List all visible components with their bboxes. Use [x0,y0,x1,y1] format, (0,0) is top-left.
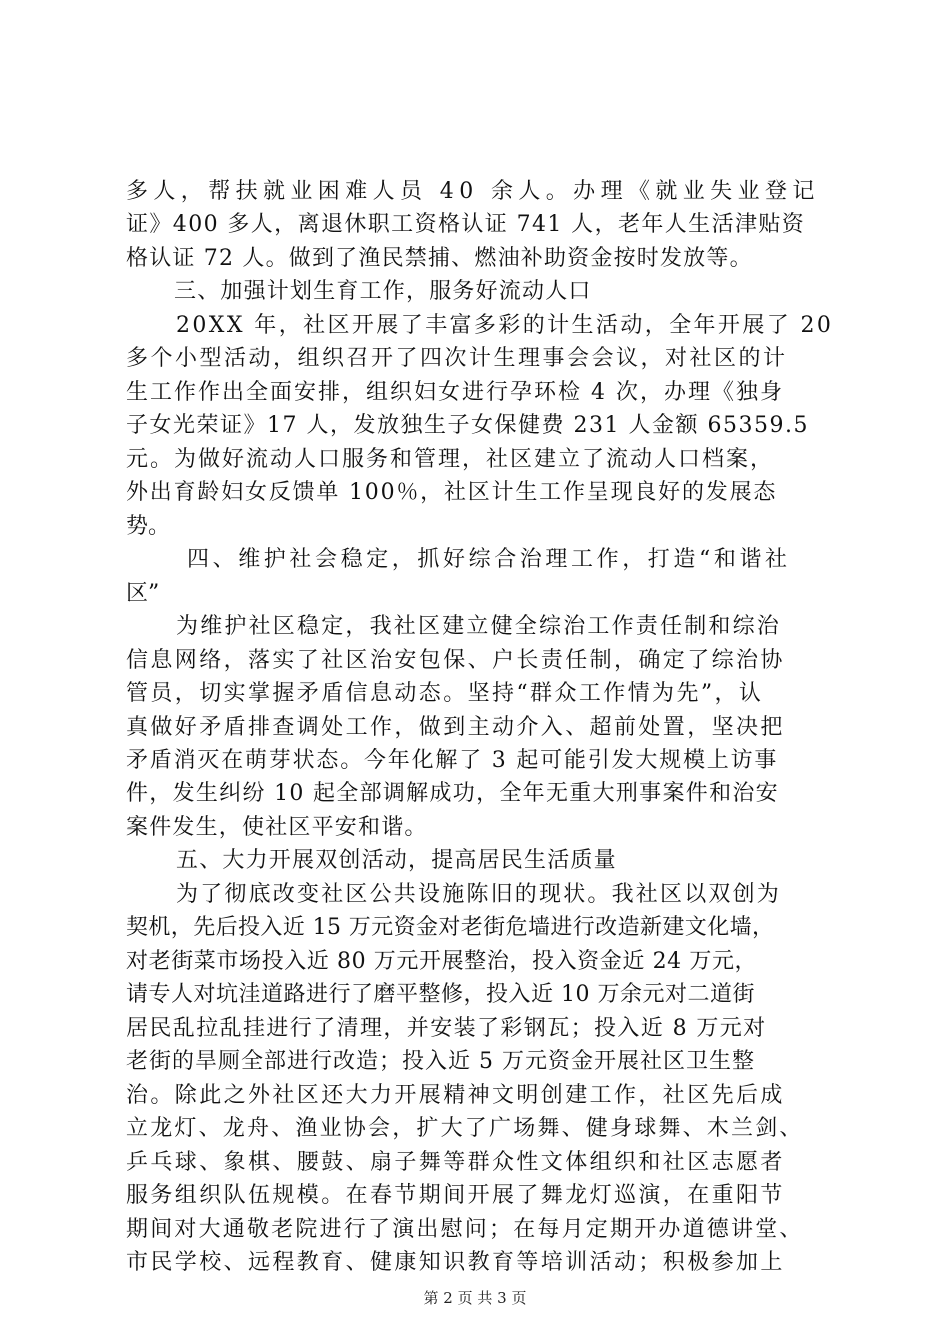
text-line: 信息网络，落实了社区治安包保、户长责任制，确定了综治协 [126,648,785,673]
text-line: 市民学校、远程教育、健康知识教育等培训活动；积极参加上 [126,1250,785,1275]
text-line: 多人，帮扶就业困难人员 40 余人。办理《就业失业登记 [126,179,820,204]
text-line: 多个小型活动，组织召开了四次计生理事会会议，对社区的计 [126,346,788,371]
text-line: 矛盾消灭在萌芽状态。今年化解了 3 起可能引发大规模上访事 [126,748,779,773]
section-heading: 区” [126,581,160,606]
text-line: 外出育龄妇女反馈单 100％，社区计生工作呈现良好的发展态 [126,480,778,505]
text-line: 真做好矛盾排查调处工作，做到主动介入、超前处置，坚决把 [126,715,785,740]
text-line: 为了彻底改变社区公共设施陈旧的现状。我社区以双创为 [176,882,782,907]
text-line: 管员，切实掌握矛盾信息动态。坚持“群众工作情为先”，认 [126,681,764,706]
text-line: 案件发生，使社区平安和谐。 [126,815,428,840]
text-line: 子女光荣证》17 人，发放独生子女保健费 231 人金额 65359.5 [126,413,809,438]
text-line: 20XX 年，社区开展了丰富多彩的计生活动，全年开展了 20 [176,313,834,338]
page-number-footer: 第 2 页 共 3 页 [423,1289,527,1307]
text-line: 期间对大通敬老院进行了演出慰问；在每月定期开办道德讲堂、 [126,1217,804,1242]
text-line: 格认证 72 人。做到了渔民禁捕、燃油补助资金按时发放等。 [126,246,753,271]
section-heading: 三、加强计划生育工作，服务好流动人口 [174,279,592,304]
text-line: 请专人对坑洼道路进行了磨平整修，投入近 10 万余元对二道街 [126,982,755,1007]
text-line: 对老街菜市场投入近 80 万元开展整治，投入资金近 24 万元， [126,949,758,974]
text-line: 居民乱拉乱挂进行了清理，并安装了彩钢瓦；投入近 8 万元对 [126,1016,767,1041]
text-line: 老街的旱厕全部进行改造；投入近 5 万元资金开展社区卫生整 [126,1049,755,1074]
section-heading: 四、维护社会稳定，抓好综合治理工作，打造“和谐社 [187,547,791,572]
section-heading: 五、大力开展双创活动，提高居民生活质量 [176,848,617,873]
text-line: 证》400 多人，离退休职工资格认证 741 人，老年人生活津贴资 [126,212,806,237]
text-line: 生工作作出全面安排，组织妇女进行孕环检 4 次，办理《独身 [126,380,784,405]
text-line: 件，发生纠纷 10 起全部调解成功，全年无重大刑事案件和治安 [126,781,779,806]
text-line: 为维护社区稳定，我社区建立健全综治工作责任制和综治 [176,614,782,639]
text-line: 势。 [126,514,171,539]
text-line: 治。除此之外社区还大力开展精神文明创建工作，社区先后成 [126,1083,785,1108]
text-line: 服务组织队伍规模。在春节期间开展了舞龙灯巡演，在重阳节 [126,1183,785,1208]
text-line: 乒乓球、象棋、腰鼓、扇子舞等群众性文体组织和社区志愿者 [126,1150,785,1175]
text-line: 契机，先后投入近 15 万元资金对老街危墙进行改造新建文化墙， [126,915,775,940]
text-line: 立龙灯、龙舟、渔业协会，扩大了广场舞、健身球舞、木兰剑、 [126,1116,804,1141]
text-line: 元。为做好流动人口服务和管理，社区建立了流动人口档案， [126,447,775,472]
